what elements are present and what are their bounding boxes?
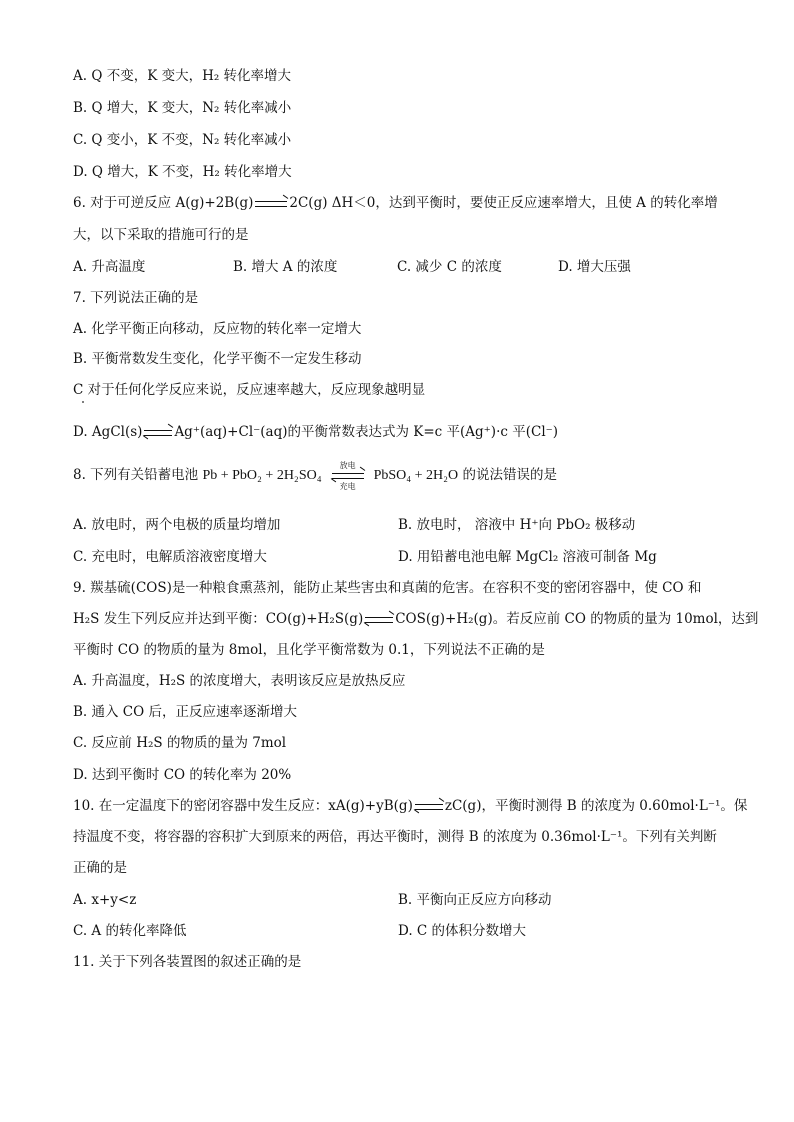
- equilibrium-arrow-icon: [365, 614, 393, 626]
- q9-stem-line1: 9. 羰基硫(COS)是一种粮食熏蒸剂，能防止某些害虫和真菌的危害。在容积不变的密闭容器中，使 CO 和: [73, 580, 702, 596]
- q7-option-b: B. 平衡常数发生变化，化学平衡不一定发生移动: [73, 351, 362, 367]
- q9-option-d: D. 达到平衡时 CO 的转化率为 20%: [73, 767, 292, 783]
- q5-option-b: B. Q 增大，K 变大，N₂ 转化率减小: [73, 100, 292, 116]
- q9-option-c: C. 反应前 H₂S 的物质的量为 7mol: [73, 735, 287, 751]
- q6-option-c: C. 减少 C 的浓度: [397, 259, 502, 275]
- q10-stem-line3: 正确的是: [73, 860, 127, 876]
- q8-stem-prefix: 8. 下列有关铅蓄电池: [73, 467, 199, 483]
- q5-option-c: C. Q 变小，K 不变，N₂ 转化率减小: [73, 132, 292, 148]
- q8-option-c: C. 充电时，电解质溶液密度增大: [73, 549, 267, 565]
- q8-option-b: B. 放电时， 溶液中 H⁺向 PbO₂ 极移动: [398, 517, 636, 533]
- equilibrium-arrow-icon: [415, 801, 443, 813]
- arrow-label-discharge: 放电: [339, 460, 356, 470]
- q7-option-d-suffix: Ag⁺(aq)+Cl⁻(aq)的平衡常数表达式为 K=c 平(Ag⁺)·c 平(Cl⁻): [174, 424, 559, 440]
- q7-option-d-prefix: D. AgCl(s): [73, 424, 143, 440]
- q6-option-d: D. 增大压强: [558, 259, 631, 275]
- stray-dot: [82, 401, 84, 403]
- q10-stem-line1-suffix: zC(g)，平衡时测得 B 的浓度为 0.60mol·L⁻¹。保: [444, 798, 748, 814]
- q8-equation-right: PbSO₄ + 2H₂O: [373, 468, 459, 483]
- q8-equation-left: Pb + PbO₂ + 2H₂SO₄: [202, 468, 322, 483]
- q6-stem-mid: 2C(g) ΔH＜0，达到平衡时，要使正反应速率增大，且使 A 的转化率增: [289, 195, 718, 211]
- q5-option-d: D. Q 增大，K 不变，H₂ 转化率增大: [73, 164, 292, 180]
- q8-option-d: D. 用铅蓄电池电解 MgCl₂ 溶液可制备 Mg: [398, 549, 657, 565]
- discharge-charge-arrow-icon: [326, 461, 370, 491]
- q7-option-a: A. 化学平衡正向移动，反应物的转化率一定增大: [73, 321, 362, 337]
- q7-option-d: [73, 423, 558, 441]
- q11-stem: 11. 关于下列各装置图的叙述正确的是: [73, 954, 302, 970]
- q6-stem-prefix: 6. 对于可逆反应 A(g)+2B(g): [73, 195, 254, 211]
- q9-stem-line2-prefix: H₂S 发生下列反应并达到平衡：CO(g)+H₂S(g): [73, 611, 364, 627]
- q10-stem-line2: 持温度不变，将容器的容积扩大到原来的两倍，再达平衡时，测得 B 的浓度为 0.36mol·L⁻¹。下列有关判断: [73, 829, 717, 845]
- q5-option-a: A. Q 不变，K 变大，H₂ 转化率增大: [73, 68, 292, 84]
- q10-option-d: D. C 的体积分数增大: [398, 923, 527, 939]
- q7-stem: 7. 下列说法正确的是: [73, 290, 199, 306]
- q6-option-a: A. 升高温度: [73, 259, 146, 275]
- q10-stem-line1: [73, 797, 747, 815]
- q9-stem-line3: 平衡时 CO 的物质的量为 8mol，且化学平衡常数为 0.1，下列说法不正确的是: [73, 642, 545, 658]
- q8-stem-suffix: 的说法错误的是: [462, 467, 557, 483]
- arrow-label-charge: 充电: [339, 481, 356, 491]
- q6-stem-line1: [73, 194, 718, 212]
- q9-stem-line2-suffix: COS(g)+H₂(g)。若反应前 CO 的物质的量为 10mol，达到: [395, 611, 759, 627]
- q6-option-b: B. 增大 A 的浓度: [233, 259, 338, 275]
- q8-option-a: A. 放电时，两个电极的质量均增加: [73, 517, 281, 533]
- q6-stem-line2: 大，以下采取的措施可行的是: [73, 227, 249, 243]
- q9-option-b: B. 通入 CO 后，正反应速率逐渐增大: [73, 704, 297, 720]
- q8-stem: [73, 460, 557, 491]
- q10-option-a: A. x+y<z: [73, 892, 137, 908]
- long-equals-arrow-icon: [255, 198, 287, 210]
- q9-option-a: A. 升高温度，H₂S 的浓度增大，表明该反应是放热反应: [73, 673, 406, 689]
- equilibrium-arrow-icon: [144, 427, 172, 439]
- q10-stem-line1-prefix: 10. 在一定温度下的密闭容器中发生反应：xA(g)+yB(g): [73, 798, 413, 814]
- q7-option-c: C 对于任何化学反应来说，反应速率越大，反应现象越明显: [73, 382, 426, 398]
- q9-stem-line2: [73, 610, 758, 628]
- q10-option-c: C. A 的转化率降低: [73, 923, 187, 939]
- q10-option-b: B. 平衡向正反应方向移动: [398, 892, 552, 908]
